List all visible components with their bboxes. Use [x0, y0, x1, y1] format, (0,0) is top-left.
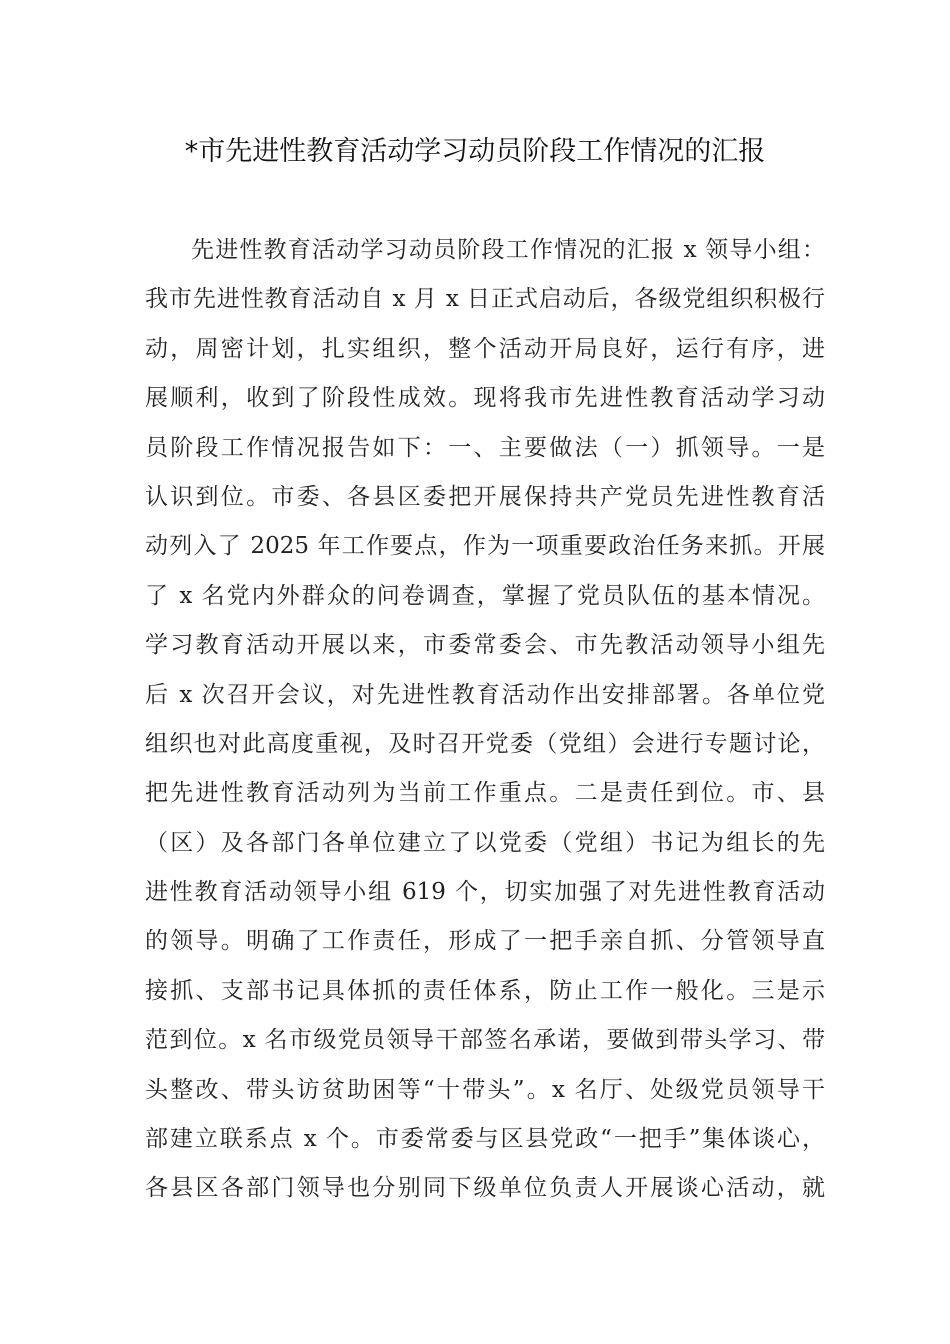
body-line: 动列入了 2025 年工作要点，作为一项重要政治任务来抓。开展 [145, 533, 825, 560]
body-line: （区）及各部门各单位建立了以党委（党组）书记为组长的先 [145, 829, 825, 856]
body-line: 我市先进性教育活动自 x 月 x 日正式启动后，各级党组织积极行 [145, 286, 825, 313]
body-line: 各县区各部门领导也分别同下级单位负责人开展谈心活动，就 [145, 1175, 825, 1202]
body-line: 员阶段工作情况报告如下：一、主要做法（一）抓领导。一是 [145, 434, 825, 461]
body-line: 先进性教育活动学习动员阶段工作情况的汇报 x 领导小组： [191, 237, 825, 263]
body-line: 动，周密计划，扎实组织，整个活动开局良好，运行有序，进 [145, 335, 825, 362]
body-line: 头整改、带头访贫助困等“十带头”。x 名厅、处级党员领导干 [145, 1076, 825, 1103]
document-body [145, 226, 825, 1214]
body-line: 后 x 次召开会议，对先进性教育活动作出安排部署。各单位党 [145, 681, 825, 708]
body-line: 部建立联系点 x 个。市委常委与区县党政“一把手”集体谈心， [145, 1126, 825, 1153]
body-line: 进性教育活动领导小组 619 个，切实加强了对先进性教育活动 [145, 879, 825, 906]
body-line: 的领导。明确了工作责任，形成了一把手亲自抓、分管领导直 [145, 928, 825, 955]
body-line: 学习教育活动开展以来，市委常委会、市先教活动领导小组先 [145, 632, 825, 659]
body-line: 接抓、支部书记具体抓的责任体系，防止工作一般化。三是示 [145, 977, 825, 1004]
document-title: *市先进性教育活动学习动员阶段工作情况的汇报 [184, 136, 766, 167]
body-line: 组织也对此高度重视，及时召开党委（党组）会进行专题讨论， [145, 730, 825, 757]
body-line: 认识到位。市委、各县区委把开展保持共产党员先进性教育活 [145, 483, 825, 510]
body-line: 了 x 名党内外群众的问卷调查，掌握了党员队伍的基本情况。 [145, 582, 825, 609]
body-line: 把先进性教育活动列为当前工作重点。二是责任到位。市、县 [145, 780, 825, 807]
body-line: 展顺利，收到了阶段性成效。现将我市先进性教育活动学习动 [145, 385, 825, 412]
body-line: 范到位。x 名市级党员领导干部签名承诺，要做到带头学习、带 [145, 1027, 825, 1054]
